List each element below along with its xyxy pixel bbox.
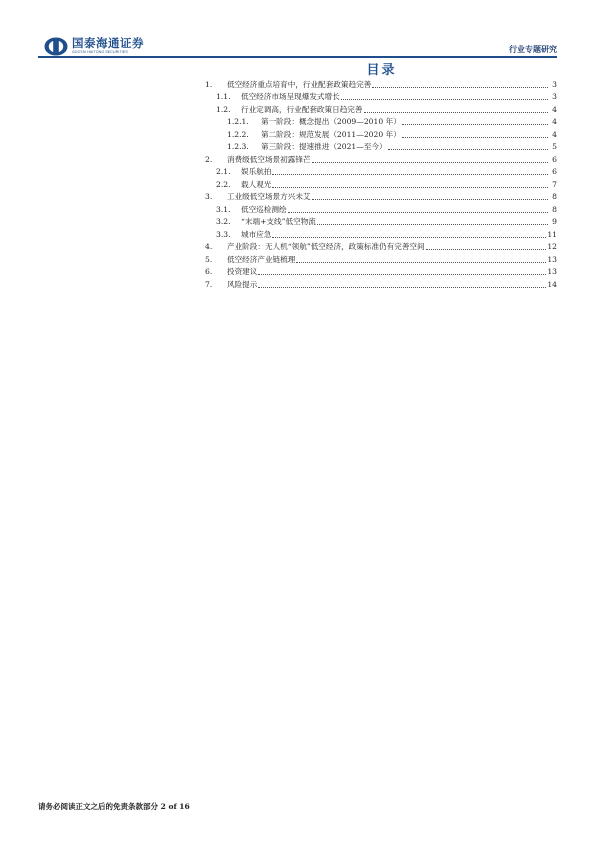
toc-dot-leader	[258, 287, 546, 288]
brand-name-en: GUOTAI HAITONG SECURITIES	[72, 50, 128, 55]
toc-entry-title: 第三阶段：提速推进（2021—至今）	[261, 142, 387, 151]
toc-entry-title: 载人观光	[241, 179, 272, 189]
table-of-contents	[205, 77, 557, 290]
toc-dot-leader	[402, 124, 548, 125]
toc-entry[interactable]	[205, 240, 557, 253]
toc-entry-title: 投资建议	[227, 267, 258, 276]
toc-dot-leader	[272, 174, 548, 175]
toc-entry-page: 4	[552, 129, 557, 139]
toc-entry[interactable]	[205, 190, 557, 203]
toc-entry-page: 3	[552, 92, 557, 101]
toc-entry-number: 3.3.	[216, 229, 231, 239]
toc-entry-page: 13	[547, 254, 557, 264]
header-divider	[38, 56, 557, 58]
toc-entry-title: 产业阶段：无人机“领航”低空经济，政策标准仍有完善空间	[227, 242, 425, 251]
toc-dot-leader	[364, 112, 549, 113]
brand-name: 国泰海通证券	[72, 35, 144, 50]
toc-dot-leader	[288, 212, 548, 213]
toc-entry-title: 低空经济产业链梳理	[227, 254, 296, 264]
toc-entry-number: 1.2.3.	[227, 142, 249, 151]
toc-entry[interactable]	[205, 152, 557, 165]
toc-entry[interactable]	[205, 252, 557, 265]
toc-dot-leader	[258, 274, 546, 275]
toc-entry-number: 1.2.2.	[227, 129, 249, 139]
toc-entry-page: 6	[552, 167, 557, 176]
page-header	[0, 0, 595, 60]
toc-entry[interactable]	[205, 127, 557, 140]
toc-entry-page: 13	[547, 267, 557, 276]
toc-entry-title: 城市应急	[241, 229, 272, 239]
toc-entry-title: 消费级低空场景初露锋芒	[227, 154, 311, 164]
toc-entry-number: 1.2.1.	[227, 117, 249, 126]
toc-entry-number: 3.2.	[216, 217, 231, 226]
toc-entry-page: 9	[552, 217, 557, 226]
toc-entry-page: 8	[552, 192, 557, 201]
brand-logo-icon	[44, 37, 68, 56]
toc-entry-page: 8	[552, 204, 557, 214]
toc-entry-number: 2.	[205, 154, 213, 164]
toc-entry-title: 低空经济重点培育中，行业配套政策趋完善	[227, 79, 372, 89]
toc-dot-leader	[312, 199, 548, 200]
toc-entry-title: 娱乐航拍	[241, 167, 272, 176]
toc-entry-number: 6.	[205, 267, 213, 276]
toc-entry-number: 3.	[205, 192, 213, 201]
toc-entry-number: 1.1.	[216, 92, 231, 101]
toc-entry-page: 3	[552, 79, 557, 89]
toc-entry[interactable]	[205, 277, 557, 290]
report-type: 行业专题研究	[509, 45, 557, 54]
toc-entry[interactable]	[205, 102, 557, 115]
toc-entry-page: 5	[552, 142, 557, 151]
toc-entry-number: 2.2.	[216, 179, 231, 189]
toc-entry[interactable]	[205, 177, 557, 190]
toc-dot-leader	[372, 87, 548, 88]
toc-title: 目录	[366, 63, 397, 78]
toc-entry-number: 3.1.	[216, 204, 231, 214]
toc-entry-page: 4	[552, 117, 557, 126]
toc-entry-title: 第二阶段：规范发展（2011—2020 年）	[261, 129, 401, 139]
toc-entry[interactable]	[205, 90, 557, 103]
toc-entry[interactable]	[205, 227, 557, 240]
toc-dot-leader	[341, 99, 548, 100]
toc-entry-number: 1.	[205, 79, 213, 89]
toc-entry-title: 低空巡检测绘	[241, 204, 287, 214]
toc-entry[interactable]	[205, 165, 557, 178]
toc-entry-number: 7.	[205, 279, 213, 289]
toc-entry-number: 1.2.	[216, 104, 231, 114]
toc-entry[interactable]	[205, 202, 557, 215]
toc-dot-leader	[402, 137, 548, 138]
toc-entry-page: 4	[552, 104, 557, 114]
toc-entry-title: 风险提示	[227, 279, 258, 289]
toc-entry[interactable]	[205, 265, 557, 278]
toc-entry[interactable]	[205, 77, 557, 90]
toc-dot-leader	[312, 162, 548, 163]
toc-entry[interactable]	[205, 215, 557, 228]
toc-entry-title: 行业定调高，行业配套政策日趋完善	[241, 104, 363, 114]
toc-entry-page: 14	[547, 279, 557, 289]
toc-entry-title: 第一阶段：概念提出（2009—2010 年）	[261, 117, 401, 126]
toc-dot-leader	[317, 224, 548, 225]
toc-entry-number: 5.	[205, 254, 213, 264]
toc-dot-leader	[272, 187, 548, 188]
toc-dot-leader	[426, 249, 547, 250]
toc-dot-leader	[272, 237, 546, 238]
toc-entry-title: “末端+支线”低空物流	[241, 217, 316, 226]
toc-dot-leader	[388, 149, 548, 150]
toc-dot-leader	[296, 262, 546, 263]
toc-entry-number: 4.	[205, 242, 213, 251]
toc-entry[interactable]	[205, 115, 557, 128]
brand-logo	[44, 37, 144, 56]
toc-entry-page: 12	[547, 242, 557, 251]
toc-entry[interactable]	[205, 140, 557, 153]
toc-entry-number: 2.1.	[216, 167, 231, 176]
page-footer: 请务必阅读正文之后的免责条款部分 2 of 16	[38, 802, 190, 811]
toc-entry-title: 工业级低空场景方兴未艾	[227, 192, 311, 201]
toc-entry-page: 7	[552, 179, 557, 189]
toc-entry-page: 6	[552, 154, 557, 164]
toc-entry-page: 11	[547, 229, 557, 239]
toc-entry-title: 低空经济市场呈现爆发式增长	[241, 92, 340, 101]
